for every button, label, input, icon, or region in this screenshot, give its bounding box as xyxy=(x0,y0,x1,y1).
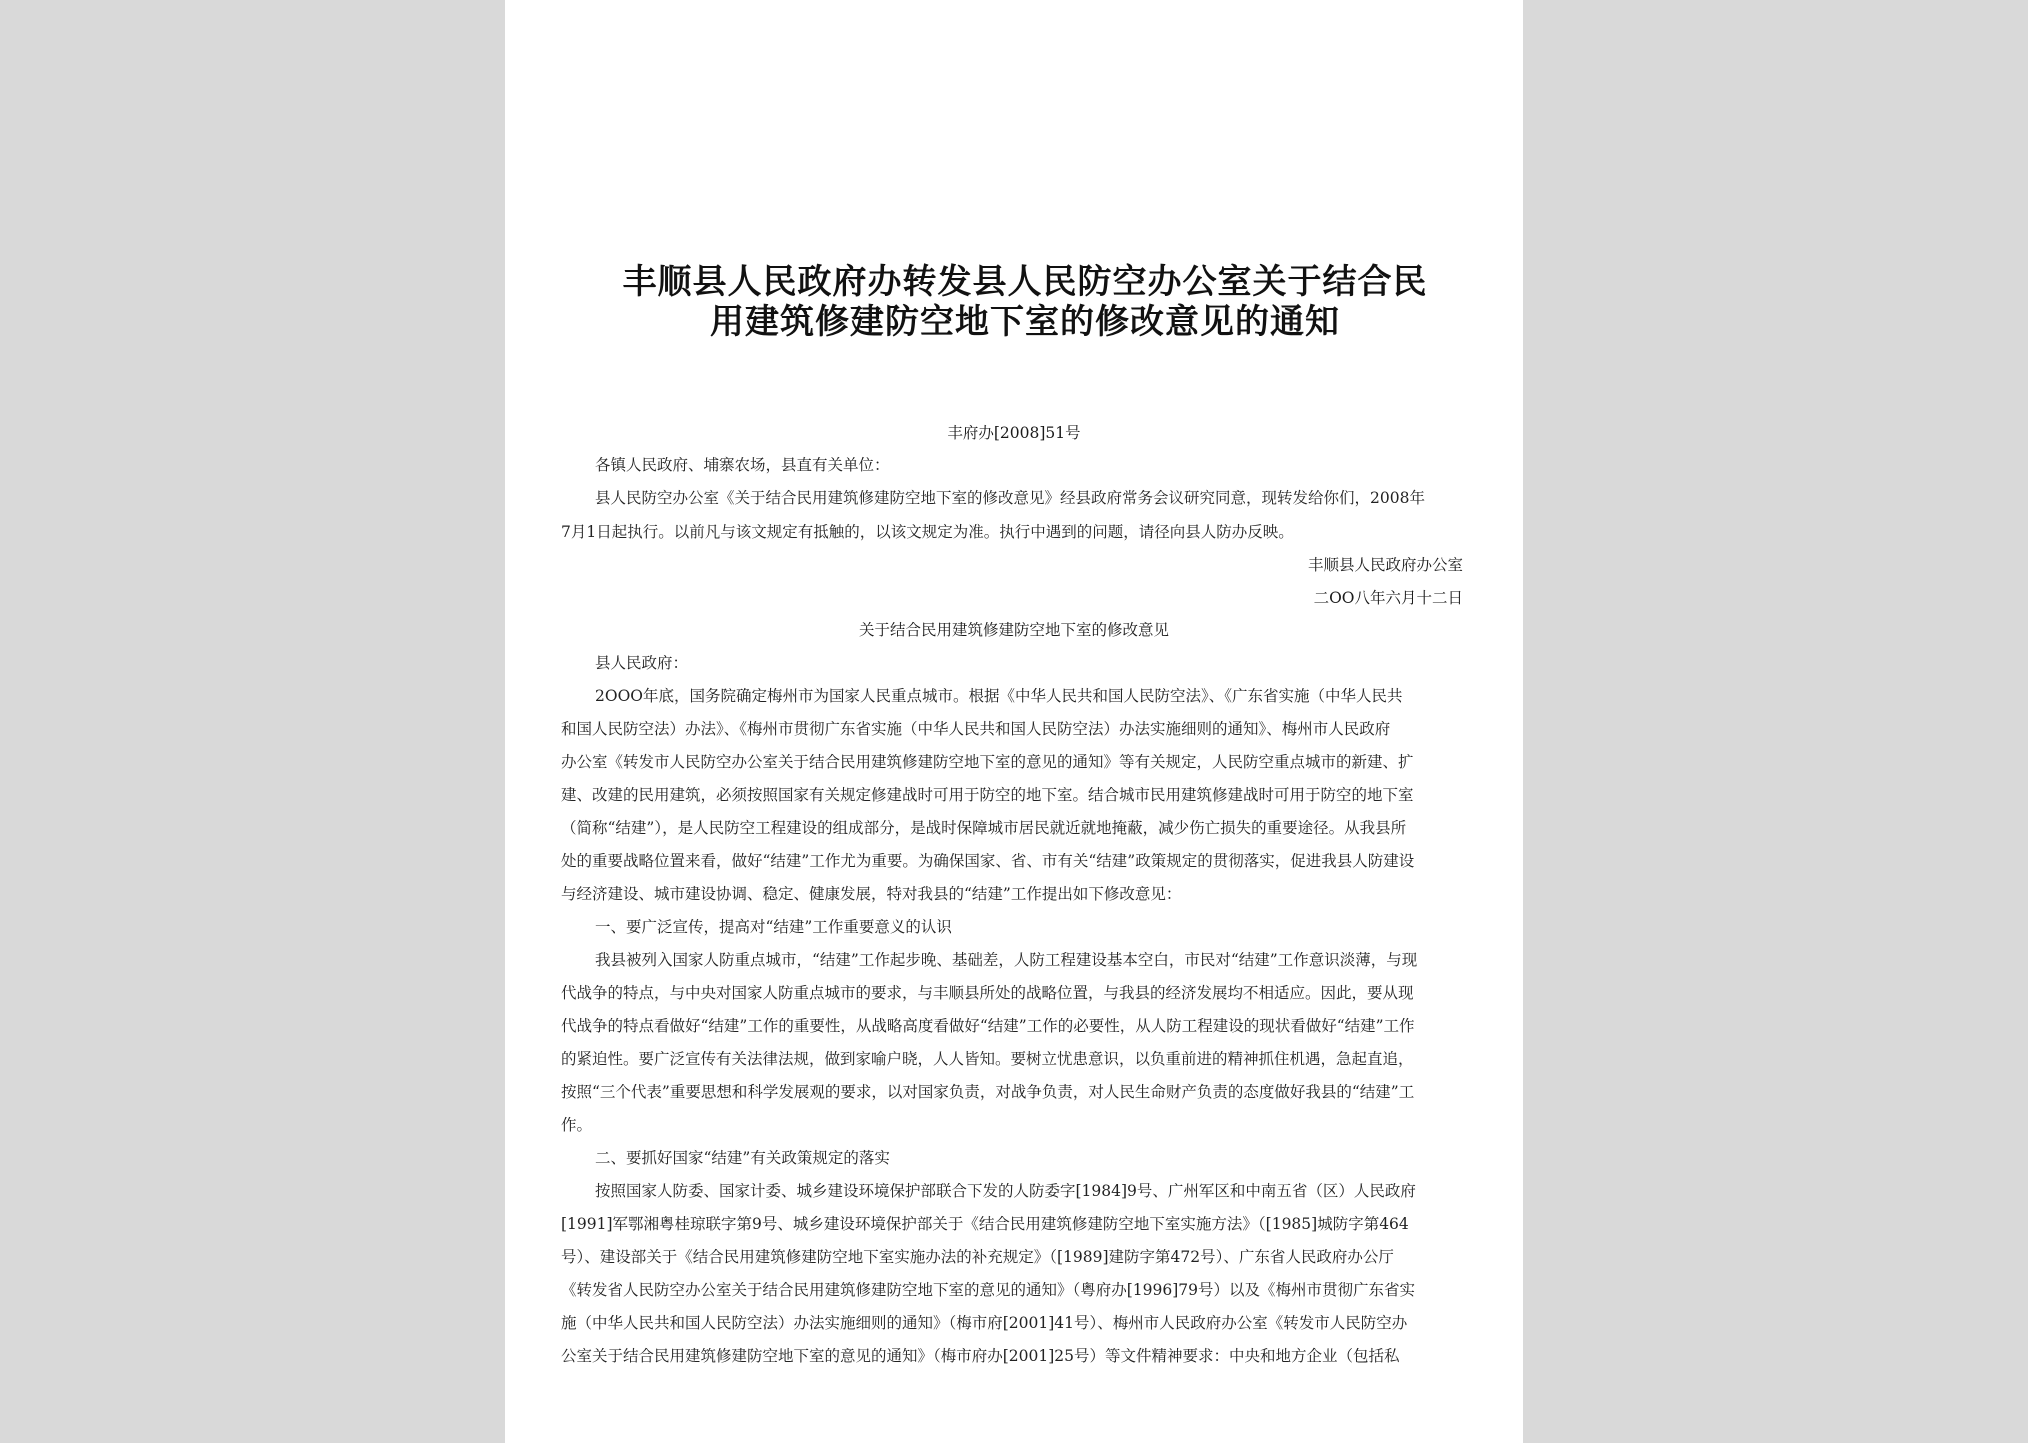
section-1-heading: 一、要广泛宣传，提高对“结建”工作重要意义的认识 xyxy=(595,918,952,936)
section-1-line: 作。 xyxy=(561,1116,593,1134)
document-number: 丰府办[2008]51号 xyxy=(947,424,1081,442)
body-line: 处的重要战略位置来看，做好“结建”工作尤为重要。为确保国家、省、市有关“结建”政策规定的贯彻落实，促进我县人防建设 xyxy=(561,852,1415,870)
body-line: 建、改建的民用建筑，必须按照国家有关规定修建战时可用于防空的地下室。结合城市民用建筑修建战时可用于防空的地下室 xyxy=(561,786,1414,804)
document-page xyxy=(505,0,1523,1443)
section-2-line: 施（中华人民共和国人民防空法）办法实施细则的通知》（梅市府[2001]41号）、梅州市人民政府办公室《转发市人民防空办 xyxy=(561,1314,1408,1332)
title-line-2: 用建筑修建防空地下室的修改意见的通知 xyxy=(710,302,1340,342)
section-2-line: 按照国家人防委、国家计委、城乡建设环境保护部联合下发的人防委字[1984]9号、广州军区和中南五省（区）人民政府 xyxy=(595,1182,1416,1200)
section-2-line: 公室关于结合民用建筑修建防空地下室的意见的通知》（梅市府办[2001]25号）等文件精神要求：中央和地方企业（包括私 xyxy=(561,1347,1400,1365)
section-2-line: [1991]军鄂湘粤桂琼联字第9号、城乡建设环境保护部关于《结合民用建筑修建防空地下室实施方法》（[1985]城防字第464 xyxy=(561,1215,1409,1233)
salutation: 各镇人民政府、埔寨农场，县直有关单位： xyxy=(595,456,890,474)
body-line: 办公室《转发市人民防空办公室关于结合民用建筑修建防空地下室的意见的通知》等有关规定，人民防空重点城市的新建、扩 xyxy=(561,753,1414,771)
section-1-line: 的紧迫性。要广泛宣传有关法律法规，做到家喻户晓，人人皆知。要树立忧患意识，以负重前进的精神抓住机遇，急起直追， xyxy=(561,1050,1414,1068)
body-line: 和国人民防空法）办法》、《梅州市贯彻广东省实施（中华人民共和国人民防空法）办法实施细则的通知》、梅州市人民政府 xyxy=(561,720,1391,738)
body-line: 2OOO年底，国务院确定梅州市为国家人民重点城市。根据《中华人民共和国人民防空法》、《广东省实施（中华人民共 xyxy=(595,687,1403,705)
section-2-heading: 二、要抓好国家“结建”有关政策规定的落实 xyxy=(595,1149,890,1167)
title-line-1: 丰顺县人民政府办转发县人民防空办公室关于结合民 xyxy=(622,262,1428,302)
section-1-line: 按照“三个代表”重要思想和科学发展观的要求，以对国家负责，对战争负责，对人民生命财产负责的态度做好我县的“结建”工 xyxy=(561,1083,1415,1101)
attachment-salutation: 县人民政府： xyxy=(595,654,689,672)
section-2-line: 号）、建设部关于《结合民用建筑修建防空地下室实施办法的补充规定》（[1989]建防字第472号）、广东省人民政府办公厅 xyxy=(561,1248,1394,1266)
attachment-title: 关于结合民用建筑修建防空地下室的修改意见 xyxy=(858,621,1169,639)
notice-paragraph-line-2: 7月1日起执行。以前凡与该文规定有抵触的，以该文规定为准。执行中遇到的问题，请径向县人防办反映。 xyxy=(561,523,1294,541)
body-line: （简称“结建”），是人民防空工程建设的组成部分，是战时保障城市居民就近就地掩蔽，减少伤亡损失的重要途径。从我县所 xyxy=(561,819,1407,837)
issuer: 丰顺县人民政府办公室 xyxy=(1307,556,1463,574)
section-2-line: 《转发省人民防空办公室关于结合民用建筑修建防空地下室的意见的通知》（粤府办[1996]79号）以及《梅州市贯彻广东省实 xyxy=(561,1281,1416,1299)
section-1-line: 代战争的特点看做好“结建”工作的重要性，从战略高度看做好“结建”工作的必要性，从人防工程建设的现状看做好“结建”工作 xyxy=(561,1017,1415,1035)
issue-date: 二OO八年六月十二日 xyxy=(1313,589,1463,607)
section-1-line: 代战争的特点，与中央对国家人防重点城市的要求，与丰顺县所处的战略位置，与我县的经济发展均不相适应。因此，要从现 xyxy=(561,984,1414,1002)
section-1-line: 我县被列入国家人防重点城市，“结建”工作起步晚、基础差，人防工程建设基本空白，市民对“结建”工作意识淡薄，与现 xyxy=(595,951,1418,969)
body-line: 与经济建设、城市建设协调、稳定、健康发展，特对我县的“结建”工作提出如下修改意见： xyxy=(561,885,1182,903)
document-title xyxy=(605,262,1445,342)
notice-paragraph-line-1: 县人民防空办公室《关于结合民用建筑修建防空地下室的修改意见》经县政府常务会议研究同意，现转发给你们，2008年 xyxy=(595,489,1425,507)
